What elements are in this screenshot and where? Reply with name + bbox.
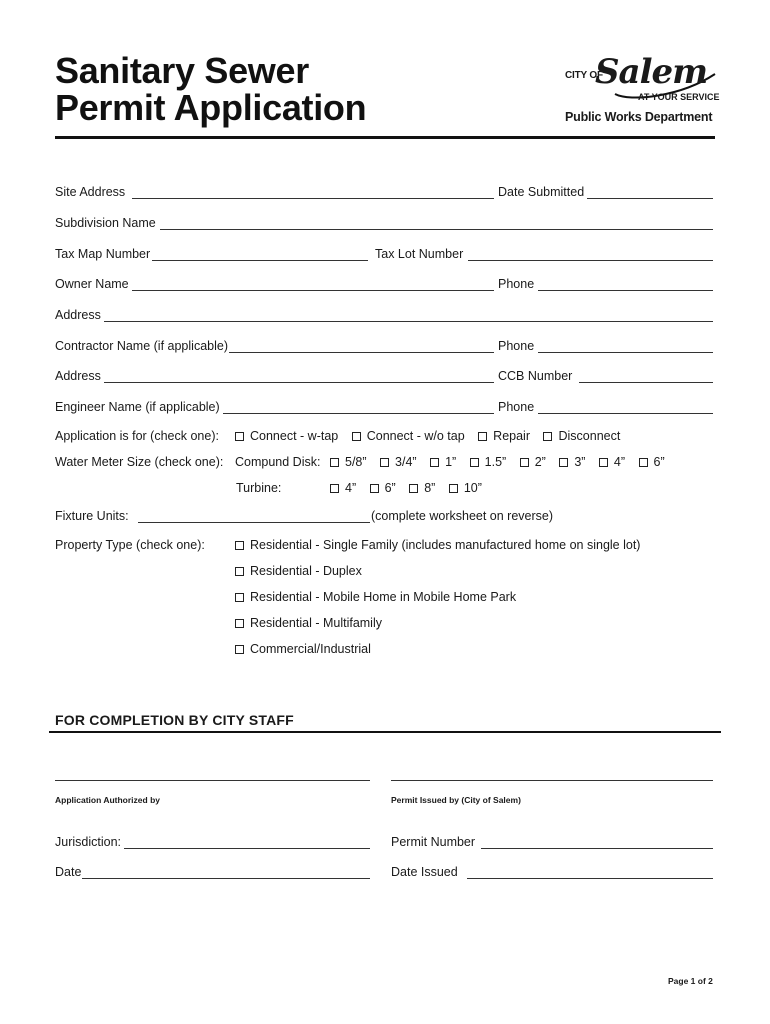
checkbox-icon[interactable] (470, 458, 479, 467)
permit-number-field[interactable] (481, 848, 713, 849)
checkbox-icon[interactable] (330, 458, 339, 467)
checkbox-icon[interactable] (352, 432, 361, 441)
checkbox-icon[interactable] (430, 458, 439, 467)
owner-name-field[interactable] (132, 290, 494, 291)
fixture-units-note: (complete worksheet on reverse) (371, 509, 554, 523)
permit-issued-by-label: Permit Issued by (City of Salem) (391, 795, 521, 805)
tax-map-number-label: Tax Map Number (55, 247, 151, 261)
checkbox-icon[interactable] (639, 458, 648, 467)
fixture-units-label: Fixture Units: (55, 509, 129, 523)
owner-phone-label: Phone (498, 277, 535, 291)
contractor-name-field[interactable] (229, 352, 494, 353)
contractor-name-label: Contractor Name (if applicable) (55, 339, 228, 353)
date-submitted-field[interactable] (587, 198, 713, 199)
owner-name-label: Owner Name (55, 277, 129, 291)
checkbox-icon[interactable] (409, 484, 418, 493)
checkbox-icon[interactable] (235, 541, 244, 550)
authorized-by-field[interactable] (55, 780, 370, 781)
engineer-phone-label: Phone (498, 400, 535, 414)
staff-section-divider (49, 731, 721, 733)
title-divider (55, 136, 715, 139)
ccb-number-label: CCB Number (498, 369, 573, 383)
option-6[interactable]: 6” (639, 455, 665, 469)
jurisdiction-field[interactable] (124, 848, 370, 849)
checkbox-icon[interactable] (330, 484, 339, 493)
page-number: Page 1 of 2 (668, 976, 713, 986)
contractor-address-label: Address (55, 369, 101, 383)
fixture-units-field[interactable] (138, 522, 370, 523)
option-turbine-6[interactable]: 6” (370, 481, 396, 495)
date-issued-field[interactable] (467, 878, 713, 879)
date-field[interactable] (82, 878, 370, 879)
checkbox-icon[interactable] (235, 619, 244, 628)
option-5-8[interactable]: 5/8” (330, 455, 367, 469)
meter-size-label: Water Meter Size (check one): (55, 455, 224, 469)
engineer-name-label: Engineer Name (if applicable) (55, 400, 220, 414)
page-title (55, 52, 366, 126)
site-address-field[interactable] (132, 198, 494, 199)
option-turbine-10[interactable]: 10” (449, 481, 482, 495)
permit-issued-by-field[interactable] (391, 780, 713, 781)
title-line-1: Sanitary Sewer (55, 50, 309, 91)
checkbox-icon[interactable] (370, 484, 379, 493)
checkbox-icon[interactable] (599, 458, 608, 467)
owner-phone-field[interactable] (538, 290, 713, 291)
property-type-single-family[interactable]: Residential - Single Family (includes manufactured home on single lot) (235, 538, 640, 552)
tax-lot-number-field[interactable] (468, 260, 713, 261)
checkbox-icon[interactable] (559, 458, 568, 467)
application-for-label: Application is for (check one): (55, 429, 219, 443)
property-type-mobile-home[interactable]: Residential - Mobile Home in Mobile Home Park (235, 590, 516, 604)
checkbox-icon[interactable] (520, 458, 529, 467)
property-type-duplex[interactable]: Residential - Duplex (235, 564, 362, 578)
option-4[interactable]: 4” (599, 455, 625, 469)
logo-salem: Salem (595, 52, 708, 92)
ccb-number-field[interactable] (579, 382, 713, 383)
checkbox-icon[interactable] (235, 645, 244, 654)
department-name: Public Works Department (565, 110, 713, 124)
contractor-phone-field[interactable] (538, 352, 713, 353)
date-submitted-label: Date Submitted (498, 185, 585, 199)
turbine-label: Turbine: (236, 481, 282, 495)
checkbox-icon[interactable] (380, 458, 389, 467)
contractor-phone-label: Phone (498, 339, 535, 353)
subdivision-name-field[interactable] (160, 229, 713, 230)
property-type-multifamily[interactable]: Residential - Multifamily (235, 616, 382, 630)
city-of-salem-logo (560, 52, 720, 130)
date-issued-label: Date Issued (391, 865, 458, 879)
checkbox-icon[interactable] (478, 432, 487, 441)
logo-tagline: AT YOUR SERVICE (638, 92, 720, 102)
turbine-options (330, 481, 492, 495)
checkbox-icon[interactable] (235, 432, 244, 441)
option-disconnect[interactable]: Disconnect (543, 429, 620, 443)
compound-disk-options (330, 455, 675, 469)
title-line-2: Permit Application (55, 87, 367, 128)
engineer-name-field[interactable] (223, 413, 494, 414)
checkbox-icon[interactable] (235, 593, 244, 602)
option-3-4[interactable]: 3/4” (380, 455, 417, 469)
tax-lot-number-label: Tax Lot Number (375, 247, 464, 261)
checkbox-icon[interactable] (449, 484, 458, 493)
subdivision-name-label: Subdivision Name (55, 216, 156, 230)
option-turbine-4[interactable]: 4” (330, 481, 356, 495)
engineer-phone-field[interactable] (538, 413, 713, 414)
jurisdiction-label: Jurisdiction: (55, 835, 121, 849)
option-1[interactable]: 1” (430, 455, 456, 469)
staff-section-title: FOR COMPLETION BY CITY STAFF (55, 712, 294, 728)
option-connect-w-tap[interactable]: Connect - w-tap (235, 429, 338, 443)
option-repair[interactable]: Repair (478, 429, 530, 443)
owner-address-field[interactable] (104, 321, 713, 322)
property-type-label: Property Type (check one): (55, 538, 205, 552)
checkbox-icon[interactable] (235, 567, 244, 576)
property-type-commercial[interactable]: Commercial/Industrial (235, 642, 371, 656)
authorized-by-label: Application Authorized by (55, 795, 160, 805)
permit-number-label: Permit Number (391, 835, 476, 849)
site-address-label: Site Address (55, 185, 126, 199)
option-1-5[interactable]: 1.5” (470, 455, 507, 469)
option-2[interactable]: 2” (520, 455, 546, 469)
option-3[interactable]: 3” (559, 455, 585, 469)
application-for-options (235, 429, 630, 443)
tax-map-number-field[interactable] (152, 260, 368, 261)
date-label: Date (55, 865, 82, 879)
contractor-address-field[interactable] (104, 382, 494, 383)
compound-disk-label: Compund Disk: (235, 455, 321, 469)
option-turbine-8[interactable]: 8” (409, 481, 435, 495)
option-connect-wo-tap[interactable]: Connect - w/o tap (352, 429, 465, 443)
owner-address-label: Address (55, 308, 101, 322)
checkbox-icon[interactable] (543, 432, 552, 441)
logo-city-of: CITY OF (565, 70, 603, 81)
